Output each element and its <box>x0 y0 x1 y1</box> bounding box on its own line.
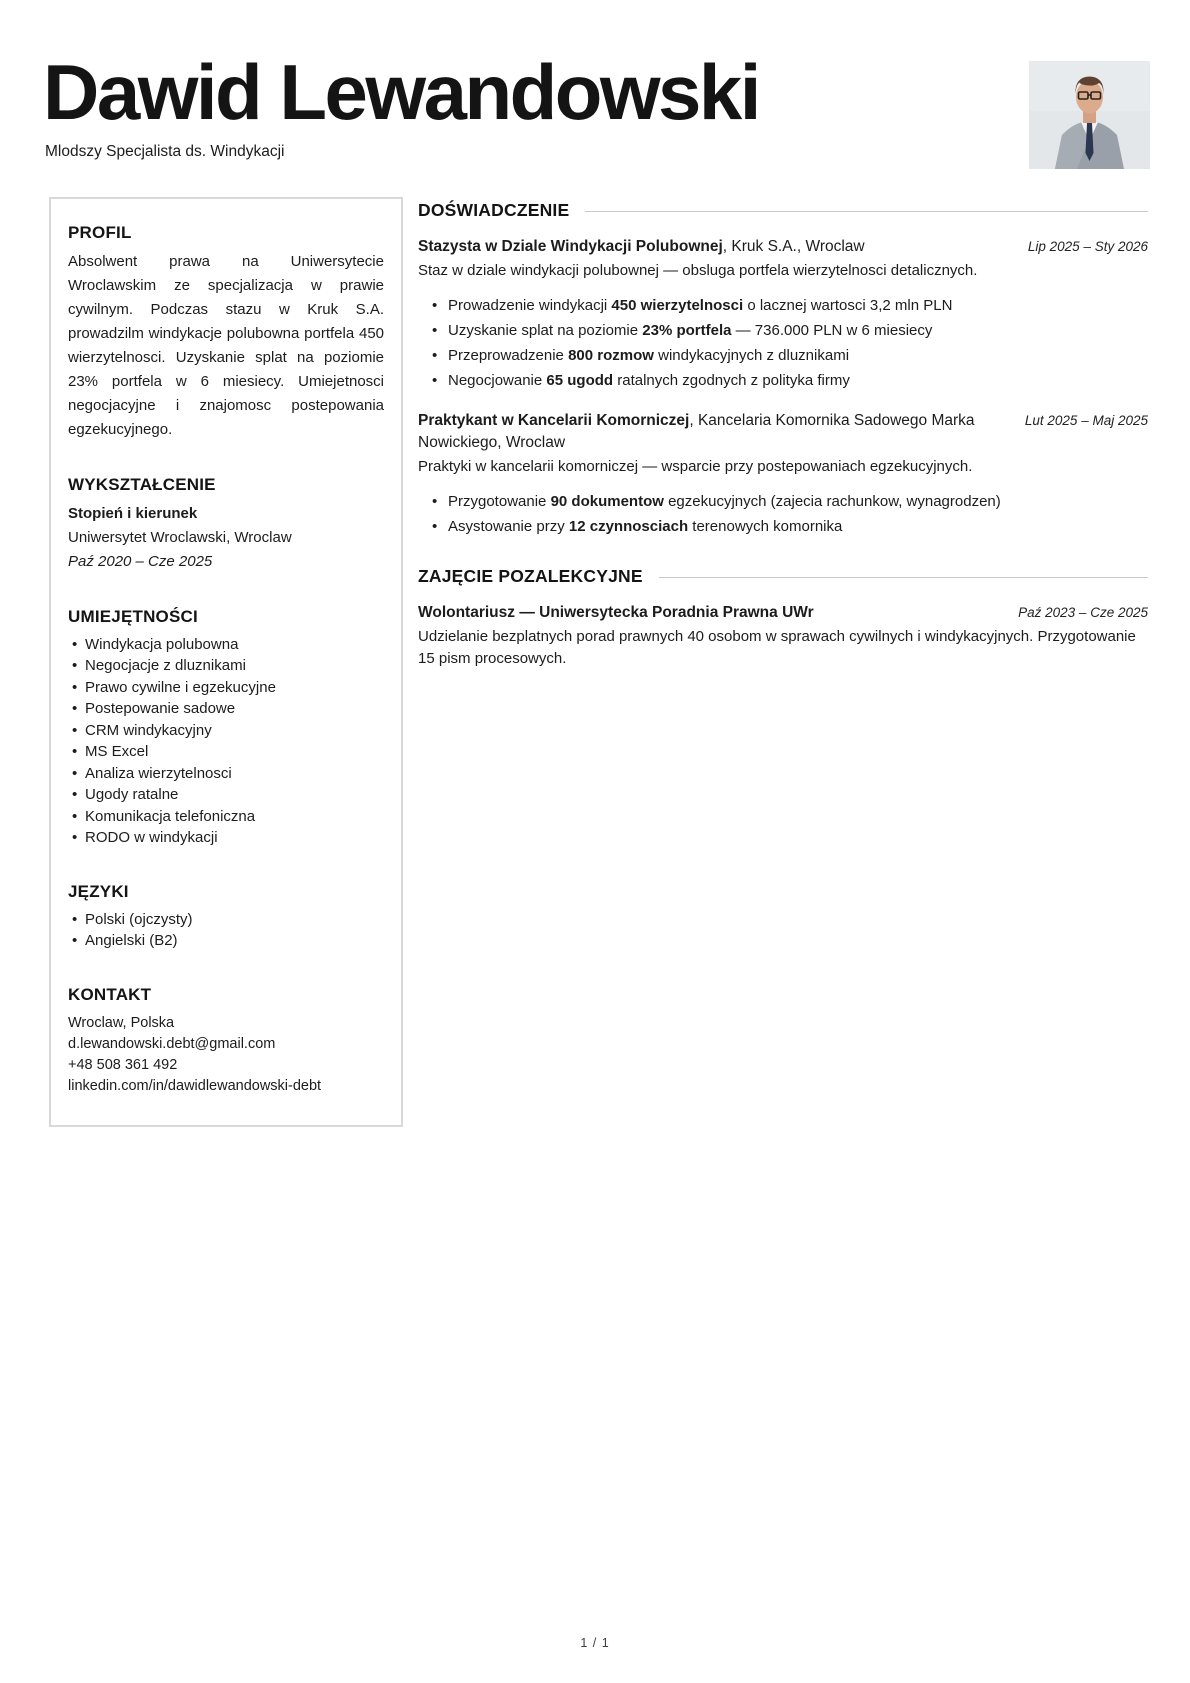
job-bullet: • Negocjowanie 65 ugodd ratalnych zgodnych z polityka firmy <box>448 370 1148 392</box>
job-title-role: Stazysta w Dziale Windykacji Polubownej <box>418 237 723 255</box>
skill-item: • Komunikacja telefoniczna <box>68 806 384 828</box>
contact-email: d.lewandowski.debt@gmail.com <box>68 1035 276 1052</box>
contact-list <box>68 1013 384 1097</box>
language-item: • Angielski (B2) <box>68 930 384 952</box>
section-divider <box>659 577 1148 578</box>
profile-section <box>68 223 384 442</box>
skill-item: • RODO w windykacji <box>68 827 384 849</box>
job-title <box>418 410 1001 454</box>
job-title-role: Praktykant w Kancelarii Komorniczej <box>418 411 690 429</box>
content-columns <box>0 197 1190 1127</box>
job-bullet: • Asystowanie przy 12 czynnosciach terenowych komornika <box>448 516 1148 538</box>
skill-item: • Windykacja polubowna <box>68 634 384 656</box>
profile-text: Absolwent prawa na Uniwersytecie Wroclawskim ze specjalizacja w prawie cywilnym. Podczas stazu w Kruk S.A. prowadzilm windykacje polubowna portfela 450 wierzytelnosci. Uzyskanie splat na poziomie 23% portfela w 6 miesiecy. Umiejetnosci negocjacyjne i znajomosc postepowania egzekucyjnego. <box>68 252 384 438</box>
activities-section <box>418 566 1148 670</box>
education-heading: WYKSZTAŁCENIE <box>68 474 216 494</box>
activity-entry <box>418 602 1148 670</box>
job-bullet: • Uzyskanie splat na poziomie 23% portfela — 736.000 PLN w 6 miesiecy <box>448 320 1148 342</box>
languages-list <box>68 909 384 952</box>
skills-heading: UMIEJĘTNOŚCI <box>68 606 198 626</box>
education-degree: Stopień i kierunek <box>68 504 198 522</box>
education-dates: Paź 2020 – Cze 2025 <box>68 552 213 570</box>
contact-heading: KONTAKT <box>68 984 152 1004</box>
contact-linkedin: linkedin.com/in/dawidlewandowski-debt <box>68 1077 322 1094</box>
job-dates: Lut 2025 – Maj 2025 <box>1024 412 1148 428</box>
job-bullet: • Przygotowanie 90 dokumentow egzekucyjnych (zajecia rachunkow, wynagrodzen) <box>448 491 1148 513</box>
job-summary: Praktyki w kancelarii komorniczej — wsparcie przy postepowaniach egzekucyjnych. <box>418 457 973 475</box>
page-indicator: 1 / 1 <box>580 1636 610 1650</box>
person-name: Dawid Lewandowski <box>43 48 759 136</box>
language-item: • Polski (ojczysty) <box>68 909 384 931</box>
job-dates: Lip 2025 – Sty 2026 <box>1027 238 1148 254</box>
activities-heading: ZAJĘCIE POZALEKCYJNE <box>418 565 643 586</box>
sidebar <box>49 197 403 1127</box>
skill-item: • Postepowanie sadowe <box>68 698 384 720</box>
activities-header <box>418 566 1148 587</box>
education-school: Uniwersytet Wroclawski, Wroclaw <box>68 528 292 546</box>
experience-section <box>418 200 1148 538</box>
job-bullet: • Przeprowadzenie 800 rozmow windykacyjnych z dluznikami <box>448 345 1148 367</box>
job-entry <box>418 236 1148 392</box>
activity-dates: Paź 2023 – Cze 2025 <box>1018 604 1148 620</box>
profile-heading: PROFIL <box>68 222 132 242</box>
skill-item: • Prawo cywilne i egzekucyjne <box>68 677 384 699</box>
education-section <box>68 475 384 574</box>
job-header <box>418 236 1148 258</box>
activity-title: Wolontariusz — Uniwersytecka Poradnia Prawna UWr <box>418 603 814 621</box>
job-title-company: , Kruk S.A., Wroclaw <box>722 237 865 255</box>
skill-item: • Negocjacje z dluznikami <box>68 655 384 677</box>
skill-item: • CRM windykacyjny <box>68 720 384 742</box>
skills-list <box>68 634 384 849</box>
contact-section <box>68 985 384 1097</box>
languages-heading: JĘZYKI <box>68 881 129 901</box>
activity-header <box>418 602 1148 624</box>
contact-location: Wroclaw, Polska <box>68 1014 175 1031</box>
section-divider <box>585 211 1148 212</box>
languages-section <box>68 882 384 952</box>
job-title <box>418 236 865 258</box>
job-entry <box>418 410 1148 538</box>
contact-phone: +48 508 361 492 <box>68 1056 178 1073</box>
header <box>0 0 1190 161</box>
job-bullet-list <box>418 491 1148 538</box>
experience-header <box>418 200 1148 221</box>
main-column <box>418 197 1148 670</box>
skills-section <box>68 607 384 849</box>
portrait-illustration <box>1029 61 1150 169</box>
job-subtitle: Mlodszy Specjalista ds. Windykacji <box>45 142 285 160</box>
skill-item: • MS Excel <box>68 741 384 763</box>
activity-summary: Udzielanie bezplatnych porad prawnych 40 osobom w sprawach cywilnych i windykacyjnych. Przygotowanie 15 pism procesowych. <box>418 627 1136 667</box>
page-footer <box>0 1636 1190 1650</box>
experience-heading: DOŚWIADCZENIE <box>418 199 570 220</box>
job-header <box>418 410 1148 454</box>
job-summary: Staz w dziale windykacji polubownej — obsluga portfela wierzytelnosci detalicznych. <box>418 261 978 279</box>
skill-item: • Analiza wierzytelnosci <box>68 763 384 785</box>
skill-item: • Ugody ratalne <box>68 784 384 806</box>
job-title-company: , Kancelaria Komornika Sadowego Marka Nowickiego, Wroclaw <box>418 411 975 451</box>
profile-photo <box>1029 61 1150 169</box>
job-bullet-list <box>418 295 1148 392</box>
job-bullet: • Prowadzenie windykacji 450 wierzytelnosci o lacznej wartosci 3,2 mln PLN <box>448 295 1148 317</box>
